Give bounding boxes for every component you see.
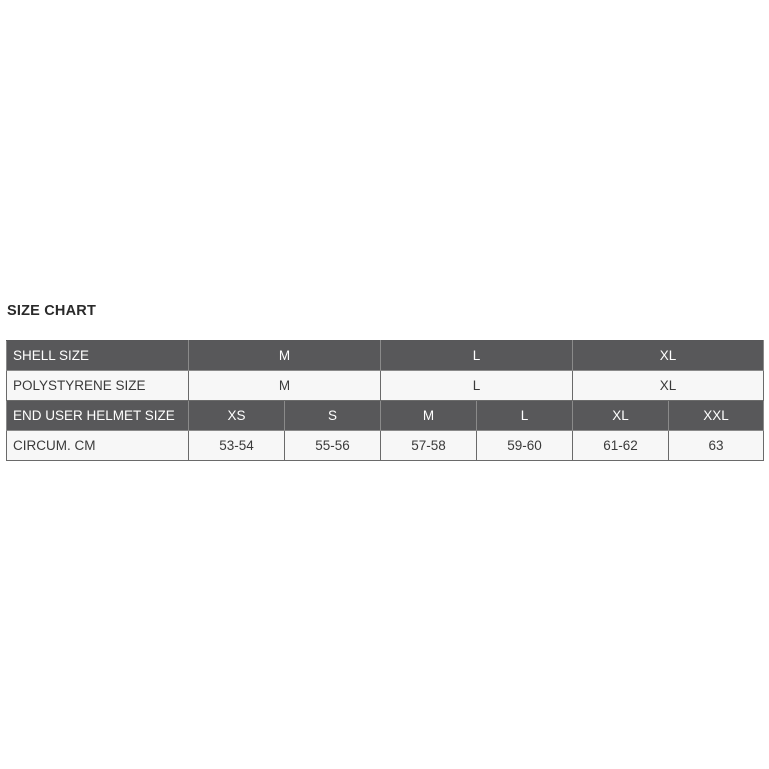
polystyrene-size-cell: XL xyxy=(573,371,764,401)
end-user-size-cell: XL xyxy=(573,401,669,431)
shell-size-row xyxy=(7,341,764,371)
size-chart-title: SIZE CHART xyxy=(7,303,96,319)
circumference-row xyxy=(7,431,764,461)
end-user-helmet-size-label: END USER HELMET SIZE xyxy=(7,401,189,431)
circumference-cell: 55-56 xyxy=(285,431,381,461)
polystyrene-size-label: POLYSTYRENE SIZE xyxy=(7,371,189,401)
end-user-size-cell: XS xyxy=(189,401,285,431)
shell-size-cell: L xyxy=(381,341,573,371)
circumference-cell: 53-54 xyxy=(189,431,285,461)
end-user-helmet-size-row xyxy=(7,401,764,431)
polystyrene-size-cell: M xyxy=(189,371,381,401)
polystyrene-size-row xyxy=(7,371,764,401)
polystyrene-size-cell: L xyxy=(381,371,573,401)
shell-size-cell: M xyxy=(189,341,381,371)
shell-size-label: SHELL SIZE xyxy=(7,341,189,371)
end-user-size-cell: M xyxy=(381,401,477,431)
circumference-cell: 63 xyxy=(669,431,764,461)
end-user-size-cell: XXL xyxy=(669,401,764,431)
circumference-label: CIRCUM. CM xyxy=(7,431,189,461)
end-user-size-cell: S xyxy=(285,401,381,431)
circumference-cell: 61-62 xyxy=(573,431,669,461)
circumference-cell: 59-60 xyxy=(477,431,573,461)
circumference-cell: 57-58 xyxy=(381,431,477,461)
shell-size-cell: XL xyxy=(573,341,764,371)
size-chart-table xyxy=(6,340,764,461)
end-user-size-cell: L xyxy=(477,401,573,431)
